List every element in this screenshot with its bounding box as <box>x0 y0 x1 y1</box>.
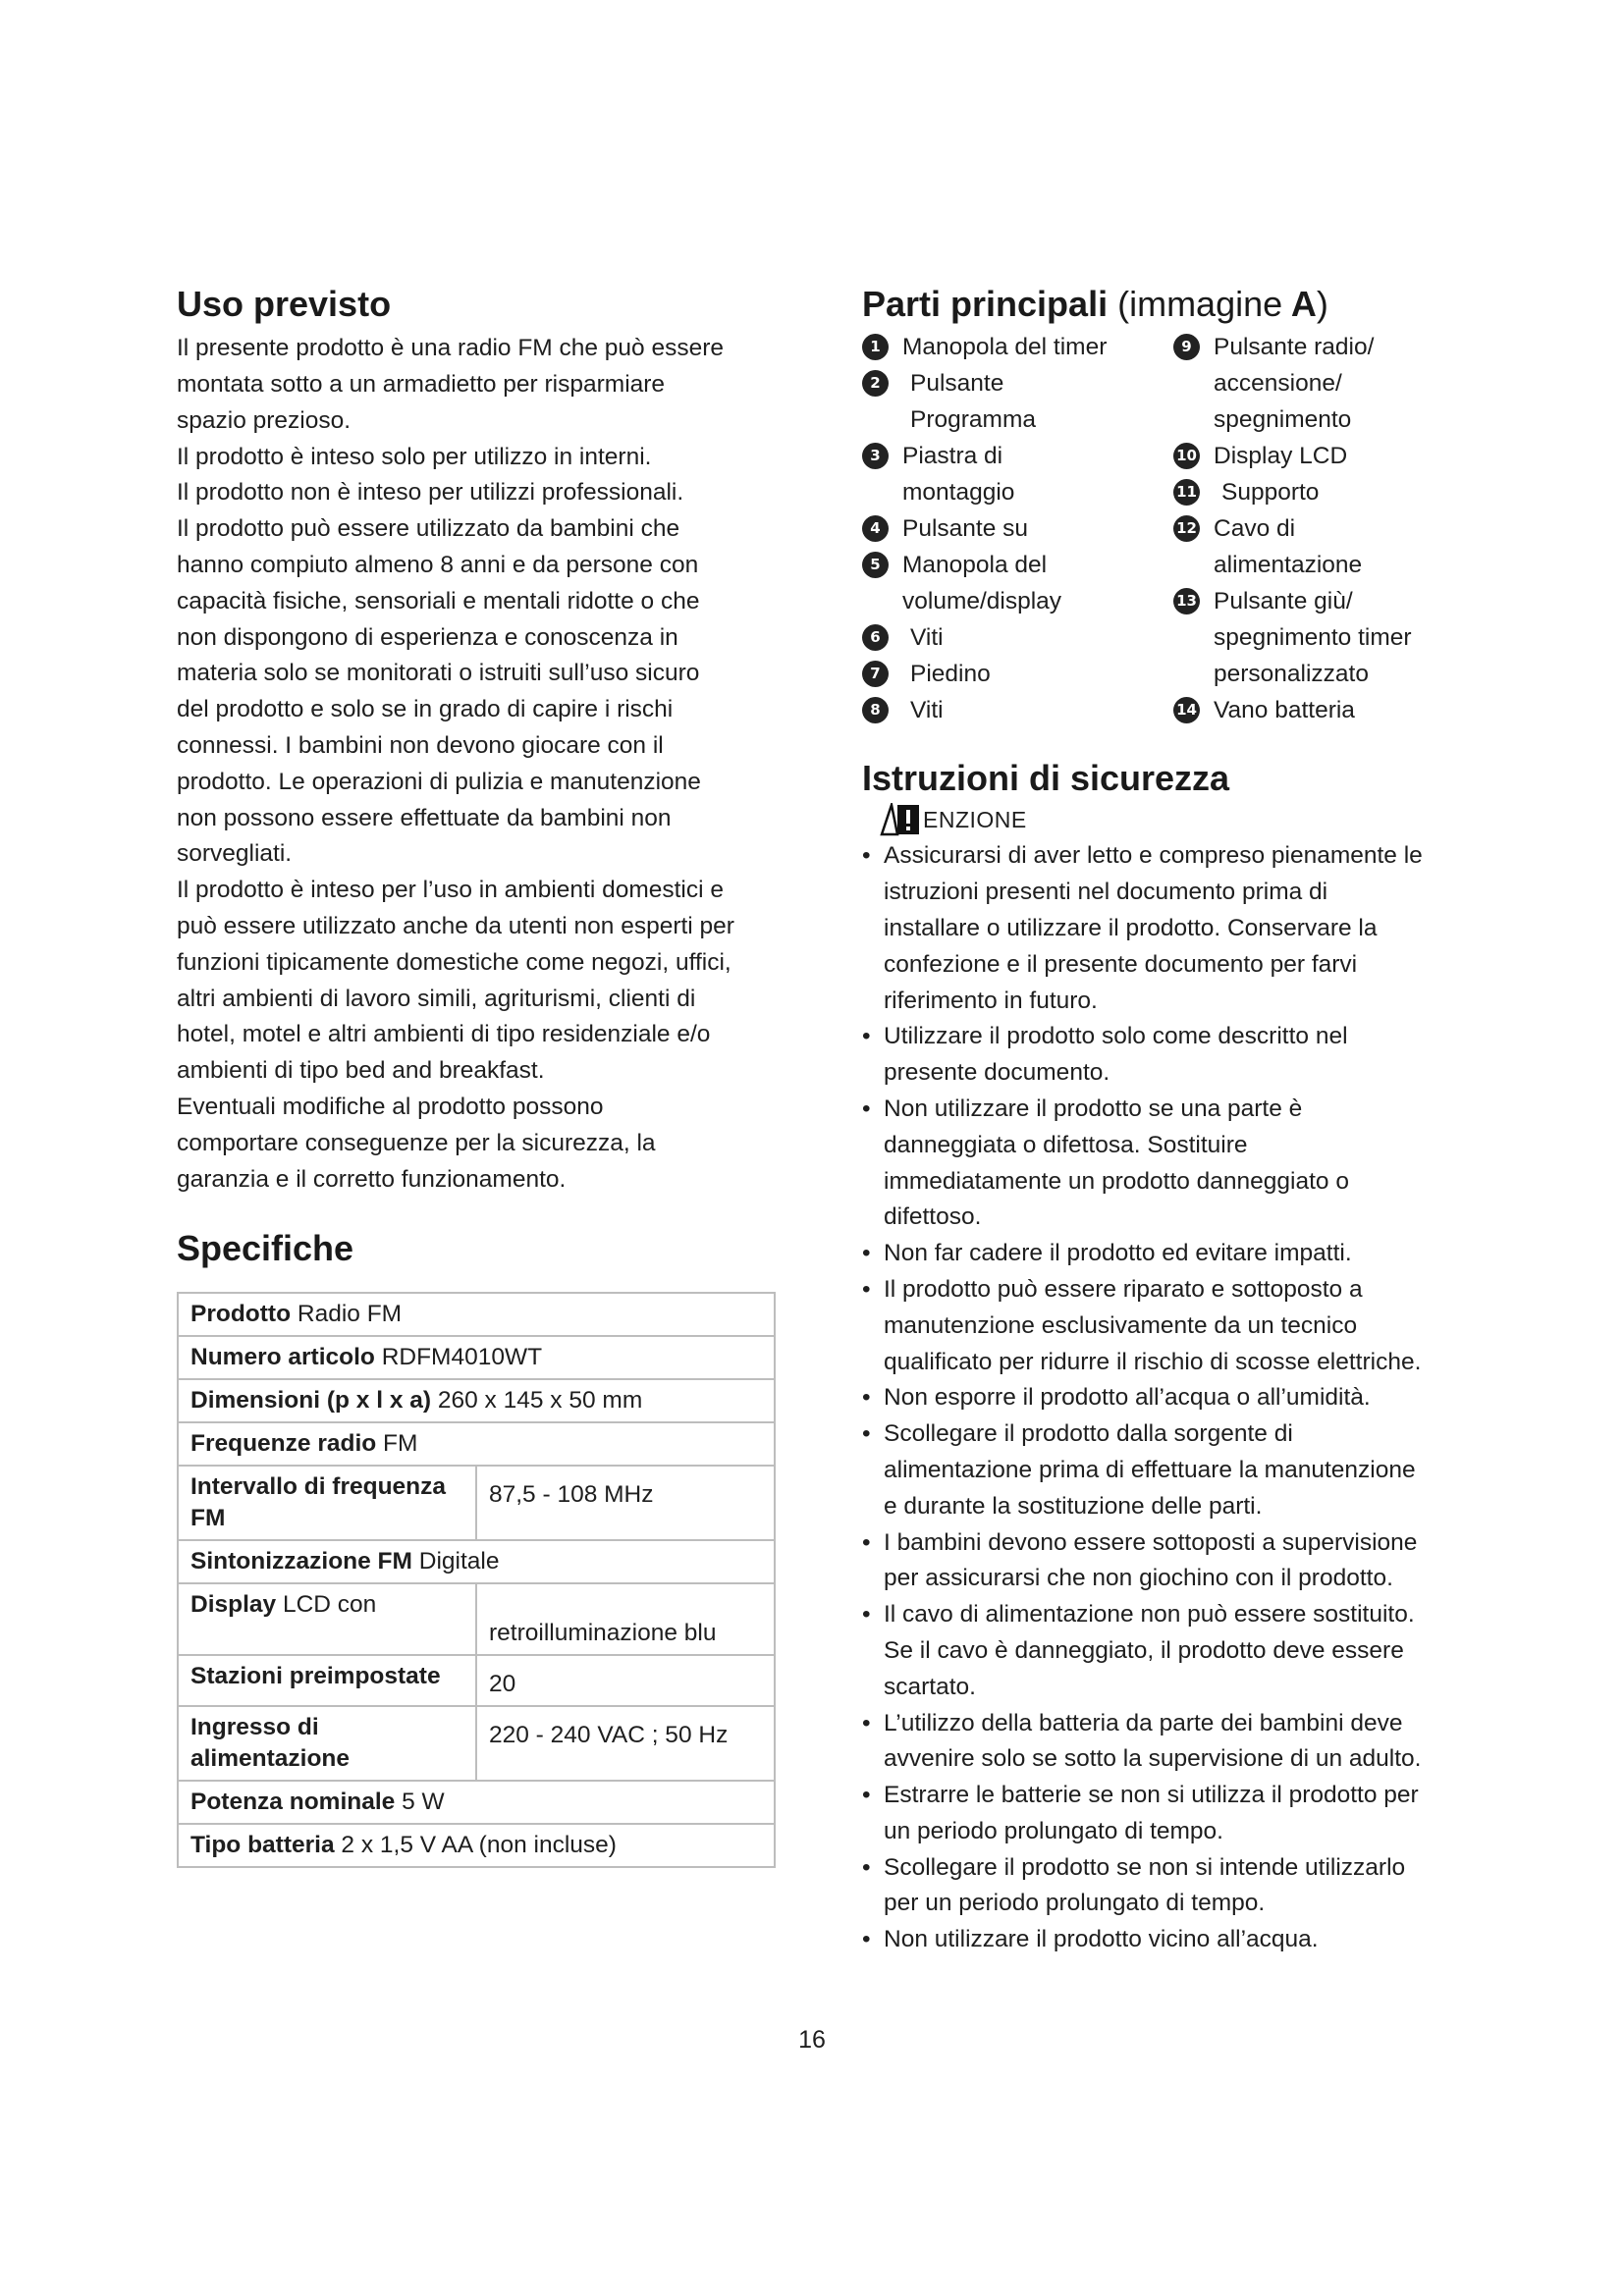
list-item <box>862 1019 1471 1092</box>
bullet-line: presente documento. <box>884 1059 1110 1087</box>
bullet-line: immediatamente un prodotto danneggiato o <box>884 1167 1349 1195</box>
list-item <box>862 1272 1471 1380</box>
parts-heading-bold: Parti principali <box>862 284 1109 324</box>
bullet-line: • Utilizzare il prodotto solo come descritto nel <box>884 1023 1348 1050</box>
spec-value: 260 x 145 x 50 mm <box>437 1386 643 1414</box>
bullet-line: e durante la sostituzione delle parti. <box>884 1492 1263 1520</box>
number-badge-icon: 13 <box>1173 588 1200 614</box>
text-line: sorvegliati. <box>177 840 293 868</box>
part-item <box>1173 474 1319 510</box>
table-row <box>178 1540 775 1583</box>
list-item <box>862 1092 1471 1236</box>
spec-cell <box>178 1824 775 1867</box>
list-item <box>862 1525 1471 1598</box>
specs-heading: Specifiche <box>177 1228 354 1269</box>
spec-key: Potenza nominale <box>190 1788 396 1815</box>
bullet-line: difettoso. <box>884 1203 982 1231</box>
bullet-line: Se il cavo è danneggiato, il prodotto deve essere <box>884 1636 1404 1664</box>
table-row <box>178 1422 775 1466</box>
spec-value: Digitale <box>418 1547 500 1575</box>
table-row <box>178 1583 775 1655</box>
text-line: Il prodotto può essere utilizzato da bambini che <box>177 515 680 543</box>
spec-key: Display <box>190 1590 277 1618</box>
spec-key: Frequenze radio <box>190 1429 377 1457</box>
part-item <box>1173 510 1362 583</box>
bullet-line: • Non utilizzare il prodotto vicino all’acqua. <box>884 1926 1319 1953</box>
text-line: Il prodotto non è inteso per utilizzi professionali. <box>177 479 684 507</box>
part-item <box>862 547 1061 619</box>
spec-key: Prodotto <box>190 1300 292 1327</box>
spec-cell <box>178 1336 775 1379</box>
number-badge-icon: 7 <box>862 661 889 687</box>
text-line: capacità fisiche, sensoriali e mentali ridotte o che <box>177 587 700 614</box>
spec-cell <box>178 1781 775 1824</box>
warning-triangle-icon <box>878 803 921 836</box>
spec-value: retroilluminazione blu <box>489 1619 717 1646</box>
bullet-line: istruzioni presenti nel documento prima di <box>884 879 1328 906</box>
spec-cell <box>178 1540 775 1583</box>
parts-heading <box>862 283 1471 325</box>
spec-value: 20 <box>489 1670 516 1697</box>
list-item <box>862 1597 1471 1705</box>
parts-heading-light: (immagine <box>1117 284 1283 324</box>
table-row <box>178 1706 775 1781</box>
spec-key: Intervallo di frequenza FM <box>190 1472 447 1531</box>
bullet-line: • Scollegare il prodotto dalla sorgente di <box>884 1420 1293 1448</box>
spec-value-cell <box>476 1655 775 1706</box>
part-item <box>1173 438 1347 474</box>
warning-text: ENZIONE <box>923 806 1027 832</box>
spec-key: Tipo batteria <box>190 1831 335 1858</box>
spec-value: RDFM4010WT <box>381 1343 543 1370</box>
part-item <box>1173 583 1412 692</box>
text-line: funzioni tipicamente domestiche come negozi, uffici, <box>177 948 731 976</box>
bullet-line: qualificato per ridurre il rischio di scosse elettriche. <box>884 1348 1422 1375</box>
number-badge-icon: 12 <box>1173 515 1200 542</box>
part-item <box>1173 329 1374 438</box>
bullet-line: danneggiata o difettosa. Sostituire <box>884 1131 1248 1158</box>
part-item <box>862 656 991 692</box>
number-badge-icon: 14 <box>1173 697 1200 723</box>
left-column <box>177 283 776 1868</box>
spec-cell <box>178 1379 775 1422</box>
spec-cell <box>178 1422 775 1466</box>
text-line: altri ambienti di lavoro simili, agriturismi, clienti di <box>177 985 696 1012</box>
bullet-line: alimentazione prima di effettuare la manutenzione <box>884 1456 1416 1483</box>
spec-value-cell <box>476 1466 775 1540</box>
list-item <box>862 1778 1471 1850</box>
bullet-line: riferimento in futuro. <box>884 987 1098 1014</box>
bullet-line: • Scollegare il prodotto se non si intende utilizzarlo <box>884 1853 1406 1881</box>
text-line: Il prodotto è inteso solo per utilizzo in interni. <box>177 443 652 470</box>
part-label: Display LCD <box>1214 443 1348 470</box>
spec-key-cell <box>178 1466 476 1540</box>
warning-label <box>878 803 1471 836</box>
part-label: Pulsante su <box>902 515 1029 543</box>
table-row <box>178 1781 775 1824</box>
part-label: Manopola del timer <box>902 334 1108 361</box>
specs-table <box>177 1292 776 1868</box>
parts-heading-letter: A <box>1290 284 1317 324</box>
bullet-line: • L’utilizzo della batteria da parte dei bambini deve <box>884 1709 1403 1736</box>
right-column <box>862 283 1471 1958</box>
text-line: ambienti di tipo bed and breakfast. <box>177 1057 545 1085</box>
spec-value: FM <box>383 1429 418 1457</box>
text-line: spazio prezioso. <box>177 406 352 434</box>
number-badge-icon: 8 <box>862 697 889 723</box>
part-item <box>862 329 1107 365</box>
intended-use-heading: Uso previsto <box>177 284 392 324</box>
list-item <box>862 1850 1471 1923</box>
spec-value-cell <box>476 1706 775 1781</box>
number-badge-icon: 3 <box>862 443 889 469</box>
list-item <box>862 1380 1471 1416</box>
bullet-line: • Assicurarsi di aver letto e compreso pienamente le <box>884 842 1423 870</box>
text-line: hanno compiuto almeno 8 anni e da persone con <box>177 551 699 578</box>
spec-value-cell <box>476 1583 775 1655</box>
bullet-line: manutenzione esclusivamente da un tecnico <box>884 1311 1358 1339</box>
number-badge-icon: 11 <box>1173 479 1200 506</box>
number-badge-icon: 5 <box>862 552 889 578</box>
table-row <box>178 1824 775 1867</box>
spec-value: 5 W <box>402 1788 445 1815</box>
part-item <box>1173 692 1355 728</box>
part-label: Piedino <box>910 661 991 688</box>
part-item <box>862 438 1014 510</box>
spec-value: 220 - 240 VAC ; 50 Hz <box>489 1721 729 1748</box>
spec-key: Stazioni preimpostate <box>190 1662 441 1689</box>
part-label: Manopola del volume/display <box>902 552 1062 615</box>
list-item <box>862 1922 1471 1958</box>
intended-use-text <box>177 331 776 1198</box>
text-line: comportare conseguenze per la sicurezza, la <box>177 1129 656 1156</box>
text-line: connessi. I bambini non devono giocare con il <box>177 731 664 759</box>
part-label: Viti <box>910 697 944 724</box>
bullet-line: installare o utilizzare il prodotto. Conservare la <box>884 914 1378 941</box>
part-item <box>862 365 1036 438</box>
bullet-line: per un periodo prolungato di tempo. <box>884 1890 1266 1917</box>
text-line: del prodotto e solo se in grado di capire i rischi <box>177 696 674 723</box>
bullet-line: per assicurarsi che non giochino con il prodotto. <box>884 1565 1393 1592</box>
text-line: Il prodotto è inteso per l’uso in ambienti domestici e <box>177 877 724 904</box>
bullet-line: • Non esporre il prodotto all’acqua o all’umidità. <box>884 1384 1371 1412</box>
text-line: prodotto. Le operazioni di pulizia e manutenzione <box>177 768 701 795</box>
spec-value: 2 x 1,5 V AA (non incluse) <box>341 1831 617 1858</box>
text-line: non possono essere effettuate da bambini non <box>177 804 672 831</box>
part-item <box>862 692 944 728</box>
part-label: Viti <box>910 624 944 652</box>
spec-cell <box>178 1293 775 1336</box>
text-line: hotel, motel e altri ambienti di tipo residenziale e/o <box>177 1021 711 1048</box>
table-row <box>178 1379 775 1422</box>
spec-key: Ingresso di alimentazione <box>190 1713 351 1772</box>
bullet-line: avvenire solo se sotto la supervisione di un adulto. <box>884 1745 1422 1773</box>
list-item <box>862 1236 1471 1272</box>
text-line: può essere utilizzato anche da utenti non esperti per <box>177 912 734 939</box>
part-label: Pulsante giù/ spegnimento timer personalizzato <box>1214 588 1412 688</box>
part-label: Vano batteria <box>1214 697 1355 724</box>
part-label: Pulsante Programma <box>910 370 1036 434</box>
text-line: montata sotto a un armadietto per risparmiare <box>177 370 666 398</box>
bullet-line: confezione e il presente documento per farvi <box>884 950 1358 978</box>
bullet-line: • Estrarre le batterie se non si utilizza il prodotto per <box>884 1782 1419 1809</box>
spec-value: Radio FM <box>297 1300 403 1327</box>
bullet-line: • Non utilizzare il prodotto se una parte è <box>884 1095 1303 1122</box>
number-badge-icon: 6 <box>862 624 889 651</box>
spec-key: Dimensioni (p x l x a) <box>190 1386 432 1414</box>
parts-list <box>862 329 1471 731</box>
page-number: 16 <box>798 2026 826 2054</box>
text-line: Eventuali modifiche al prodotto possono <box>177 1093 604 1120</box>
list-item <box>862 838 1471 1019</box>
text-line: non dispongono di esperienza e conoscenza in <box>177 623 678 651</box>
bullet-line: • Il cavo di alimentazione non può essere sostituito. <box>884 1601 1415 1629</box>
list-item <box>862 1416 1471 1524</box>
part-label: Pulsante radio/ accensione/ spegnimento <box>1214 334 1375 434</box>
bullet-line: • I bambini devono essere sottoposti a supervisione <box>884 1528 1418 1556</box>
spec-key-cell <box>178 1583 476 1655</box>
safety-list <box>862 838 1471 1958</box>
part-label: Cavo di alimentazione <box>1214 515 1363 579</box>
number-badge-icon: 10 <box>1173 443 1200 469</box>
spec-value: LCD con <box>282 1590 377 1618</box>
number-badge-icon: 1 <box>862 334 889 360</box>
number-badge-icon: 4 <box>862 515 889 542</box>
number-badge-icon: 9 <box>1173 334 1200 360</box>
text-line: garanzia e il corretto funzionamento. <box>177 1165 567 1193</box>
number-badge-icon: 2 <box>862 370 889 397</box>
bullet-line: un periodo prolungato di tempo. <box>884 1817 1223 1844</box>
table-row <box>178 1655 775 1706</box>
part-label: Supporto <box>1221 479 1320 507</box>
table-row <box>178 1466 775 1540</box>
spec-key-cell <box>178 1655 476 1706</box>
spec-key-cell <box>178 1706 476 1781</box>
spec-key: Numero articolo <box>190 1343 375 1370</box>
bullet-line: • Non far cadere il prodotto ed evitare impatti. <box>884 1240 1352 1267</box>
bullet-line: • Il prodotto può essere riparato e sottoposto a <box>884 1275 1363 1303</box>
list-item <box>862 1706 1471 1779</box>
text-line: Il presente prodotto è una radio FM che può essere <box>177 335 725 362</box>
part-item <box>862 619 944 656</box>
part-label: Piastra di montaggio <box>902 443 1015 507</box>
table-row <box>178 1336 775 1379</box>
spec-key: Sintonizzazione FM <box>190 1547 412 1575</box>
safety-heading: Istruzioni di sicurezza <box>862 758 1230 799</box>
bullet-line: scartato. <box>884 1673 976 1700</box>
table-row <box>178 1293 775 1336</box>
parts-heading-close: ) <box>1316 284 1328 324</box>
part-item <box>862 510 1028 547</box>
spec-value: 87,5 - 108 MHz <box>489 1480 654 1508</box>
text-line: materia solo se monitorati o istruiti sull’uso sicuro <box>177 660 700 687</box>
